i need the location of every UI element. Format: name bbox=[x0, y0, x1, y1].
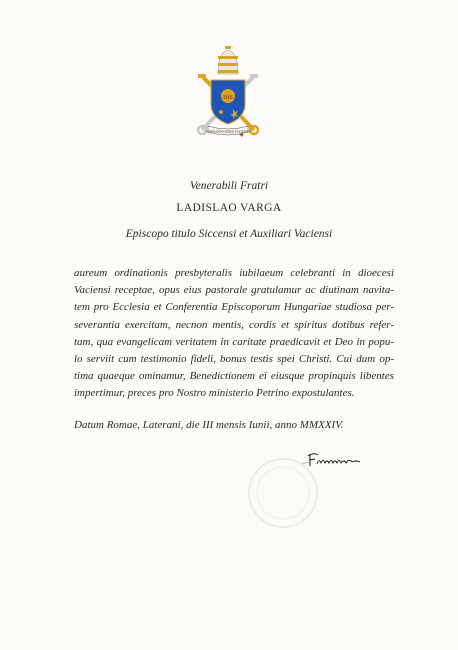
recipient-title: Episcopo titulo Siccensi et Auxiliari Vaciensi bbox=[125, 228, 333, 240]
handwritten-signature bbox=[300, 448, 370, 470]
motto-ribbon bbox=[206, 126, 251, 135]
papal-coat-of-arms bbox=[196, 46, 260, 142]
svg-text:MISERANDO ATQUE ELIGENDO: MISERANDO ATQUE ELIGENDO bbox=[205, 129, 251, 134]
tiara-icon bbox=[218, 46, 238, 74]
body-line: tem pro Ecclesia et Conferentia Episcoporum Hungariae studiosa per- bbox=[74, 301, 394, 314]
body-line: severantia exercitam, necnon mentis, cordis et spiritus dotibus refer- bbox=[74, 318, 394, 331]
shield-icon bbox=[211, 80, 245, 124]
body-line: impertimur, preces pro Nostro ministerio Petrino expostulantes. bbox=[74, 387, 355, 400]
body-line: Vaciensi receptae, opus eius pastorale gratulamur ac diutinam navita- bbox=[74, 284, 394, 297]
body-line: tima quaeque ominamur, Benedictionem ei eiusque propinquis libentes bbox=[74, 370, 394, 383]
recipient-name: LADISLAO VARGA bbox=[176, 202, 282, 214]
svg-text:IHS: IHS bbox=[223, 95, 233, 101]
body-line: lo serviit cum testimonio fideli, bonus testis spei Christi. Cui dum op- bbox=[74, 353, 394, 366]
body-line: tam, qua evangelicam veritatem in caritate praedicavit et Deo in popu- bbox=[74, 335, 394, 348]
body-line: aureum ordinationis presbyteralis iubilaeum celebranti in dioecesi bbox=[74, 267, 394, 279]
salutation: Venerabili Fratri bbox=[189, 180, 269, 192]
letter-body bbox=[74, 265, 394, 403]
date-line: Datum Romae, Laterani, die III mensis Iunii, anno MMXXIV. bbox=[74, 419, 344, 431]
